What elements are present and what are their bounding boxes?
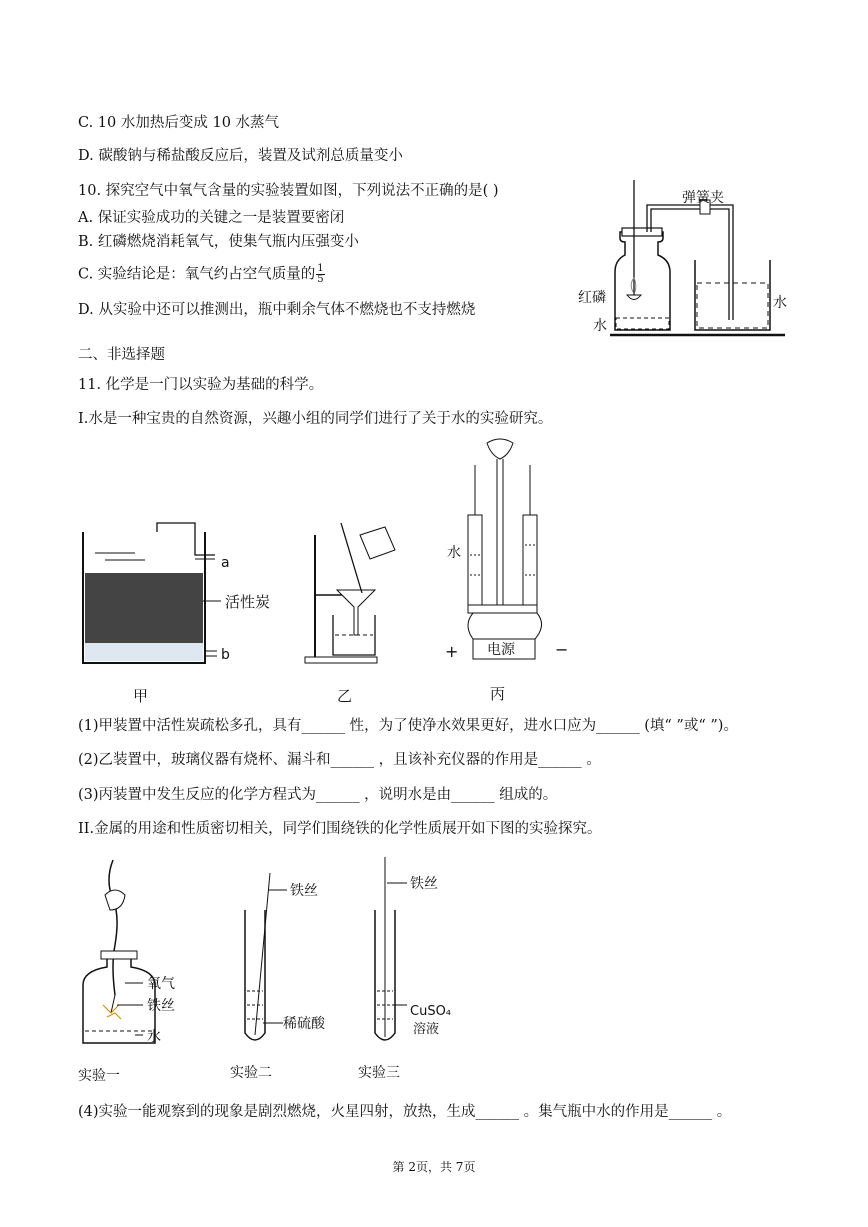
label-h2so4: 稀硫酸	[283, 1016, 325, 1032]
apparatus-jia	[83, 523, 270, 705]
label-water-beaker: 水	[773, 295, 787, 311]
fraction-numerator: 1	[317, 263, 324, 274]
label-bing: 丙	[490, 685, 506, 703]
option-c-q10	[78, 264, 325, 285]
label-exp1: 实验一	[78, 1068, 120, 1084]
label-iron-wire-3: 铁丝	[410, 876, 438, 892]
hand	[105, 890, 125, 910]
label-exp3: 实验三	[358, 1065, 400, 1081]
jar-exp1	[83, 959, 155, 1043]
question-10: 10. 探究空气中氧气含量的实验装置如图，下列说法不正确的是( )	[78, 183, 499, 199]
sub-question-4: (4)实验一能观察到的现象是剧烈燃烧，火星四射，放热，生成______ 。集气瓶中水的作用是______ 。	[78, 1104, 732, 1120]
apparatus-bing	[445, 439, 568, 703]
sub-question-2: (2)乙装置中，玻璃仪器有烧杯、漏斗和______ ，且该补充仪器的作用是______ 。	[78, 752, 601, 768]
label-solution: 溶液	[413, 1022, 440, 1037]
option-a-q10: A. 保证实验成功的关键之一是装置要密闭	[78, 210, 345, 226]
iron-experiments-figure	[75, 855, 475, 1090]
funnel	[337, 590, 375, 635]
jar-lid	[101, 951, 137, 959]
label-red-phosphorus: 红磷	[578, 290, 606, 306]
option-c-q9: C. 10 水加热后变成 10 水蒸气	[78, 115, 280, 131]
fraction	[316, 264, 324, 285]
page-footer: 第 2页，共 7页	[392, 1160, 476, 1174]
label-b: b	[221, 647, 230, 663]
oxygen-apparatus-figure	[575, 180, 790, 340]
sub-question-1: (1)甲装置中活性炭疏松多孔，具有______ 性，为了使净水效果更好，进水口应为______ (填“ ”或“ ”)。	[78, 718, 738, 734]
water-experiments-figure	[75, 435, 595, 705]
reservoir-bulb	[487, 439, 513, 459]
label-minus: −	[555, 640, 569, 659]
option-b-q10: B. 红磷燃烧消耗氧气，使集气瓶内压强变小	[78, 234, 359, 250]
iron-wire-2	[255, 873, 270, 1035]
part-2-intro: II.金属的用途和性质密切相关，同学们围绕铁的化学性质展开如下图的实验探究。	[78, 821, 602, 837]
label-oxygen: 氧气	[147, 976, 175, 992]
tube-right	[523, 515, 537, 605]
label-exp2: 实验二	[230, 1065, 272, 1081]
label-jia: 甲	[133, 687, 149, 705]
experiment-3	[358, 857, 451, 1081]
fraction-denominator: 5	[317, 274, 324, 285]
label-power: 电源	[487, 642, 515, 658]
part-1-intro: I.水是一种宝贵的自然资源，兴趣小组的同学们进行了关于水的实验研究。	[78, 411, 553, 427]
label-iron-wire-1: 铁丝	[147, 998, 175, 1014]
label-yi: 乙	[337, 687, 353, 705]
label-spring-clip: 弹簧夹	[682, 190, 724, 206]
tube-left	[468, 515, 482, 605]
glass-rod	[341, 523, 362, 593]
section-heading: 二、非选择题	[78, 347, 165, 363]
test-tube-2	[245, 910, 265, 1040]
crucible-tongs	[109, 860, 117, 995]
option-c-q10-text: C. 实验结论是：氧气约占空气质量的	[78, 266, 316, 283]
label-iron-wire-2: 铁丝	[290, 883, 318, 899]
label-water-jar: 水	[593, 318, 607, 334]
jar-stopper	[622, 228, 662, 236]
label-water-bing: 水	[447, 545, 461, 561]
experiment-1	[78, 860, 175, 1084]
sub-question-3: (3)丙装置中发生反应的化学方程式为______ ，说明水是由______ 组成的。	[78, 787, 558, 803]
label-activated-carbon: 活性炭	[225, 593, 271, 611]
label-cuso4: CuSO₄	[410, 1004, 452, 1019]
gas-jar	[615, 232, 670, 330]
experiment-2	[230, 873, 326, 1081]
apparatus-yi	[305, 523, 395, 705]
question-11: 11. 化学是一门以实验为基础的科学。	[78, 377, 324, 393]
label-plus: +	[445, 642, 459, 661]
pouring-beaker	[360, 527, 395, 559]
label-water-exp1: 水	[147, 1029, 161, 1045]
label-a: a	[221, 555, 230, 571]
option-d-q9: D. 碳酸钠与稀盐酸反应后，装置及试剂总质量变小	[78, 148, 403, 164]
activated-carbon-layer	[85, 573, 203, 643]
option-d-q10: D. 从实验中还可以推测出，瓶中剩余气体不燃烧也不支持燃烧	[78, 302, 476, 318]
